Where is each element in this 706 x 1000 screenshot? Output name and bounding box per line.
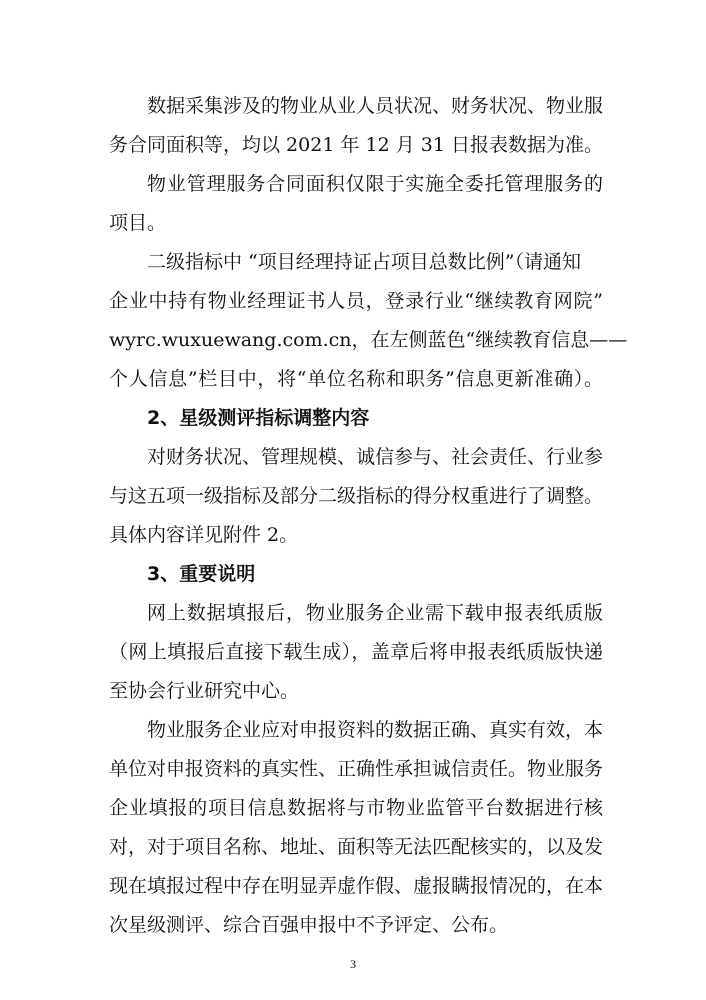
- paragraph-6-line-6: 次星级测评、综合百强申报中不予评定、公布。: [109, 914, 509, 936]
- paragraph-5-line-3: 至协会行业研究中心。: [109, 680, 300, 702]
- paragraph-2-line-2: 项目。: [109, 212, 167, 234]
- paragraph-4-line-1: 对财务状况、管理规模、诚信参与、社会责任、行业参: [147, 446, 604, 468]
- paragraph-2-line-1: 物业管理服务合同面积仅限于实施全委托管理服务的: [147, 173, 603, 195]
- paragraph-1-line-2: 务合同面积等，均以 2021 年 12 月 31 日报表数据为准。: [109, 134, 603, 156]
- paragraph-3-line-3: wyrc.wuxuewang.com.cn，在左侧蓝色“继续教育信息——: [109, 329, 628, 351]
- paragraph-4-line-3: 具体内容详见附件 2。: [109, 524, 299, 546]
- paragraph-5-line-1: 网上数据填报后，物业服务企业需下载申报表纸质版: [147, 602, 603, 624]
- paragraph-6-line-4: 对，对于项目名称、地址、面积等无法匹配核实的，以及发: [109, 836, 604, 858]
- paragraph-6-line-2: 单位对申报资料的真实性、正确性承担诚信责任。物业服务: [109, 758, 604, 780]
- paragraph-5-line-2: （网上填报后直接下载生成），盖章后将申报表纸质版快递: [109, 641, 603, 663]
- paragraph-6-line-1: 物业服务企业应对申报资料的数据正确、真实有效，本: [147, 719, 604, 741]
- section-heading-2: 2、星级测评指标调整内容: [147, 407, 370, 429]
- paragraph-3-line-4: 个人信息”栏目中，将“单位名称和职务”信息更新准确）。: [109, 368, 603, 390]
- section-heading-3: 3、重要说明: [147, 563, 256, 585]
- paragraph-6-line-3: 企业填报的项目信息数据将与市物业监管平台数据进行核: [109, 797, 603, 819]
- page-number: 3: [350, 957, 356, 971]
- paragraph-4-line-2: 与这五项一级指标及部分二级指标的得分权重进行了调整。: [109, 485, 604, 507]
- paragraph-3-line-1: 二级指标中 “项目经理持证占项目总数比例”（请通知: [147, 251, 581, 273]
- paragraph-3-line-2: 企业中持有物业经理证书人员，登录行业“继续教育网院”: [109, 290, 603, 312]
- paragraph-1-line-1: 数据采集涉及的物业从业人员状况、财务状况、物业服: [147, 95, 604, 117]
- paragraph-6-line-5: 现在填报过程中存在明显弄虚作假、虚报瞒报情况的，在本: [109, 875, 604, 897]
